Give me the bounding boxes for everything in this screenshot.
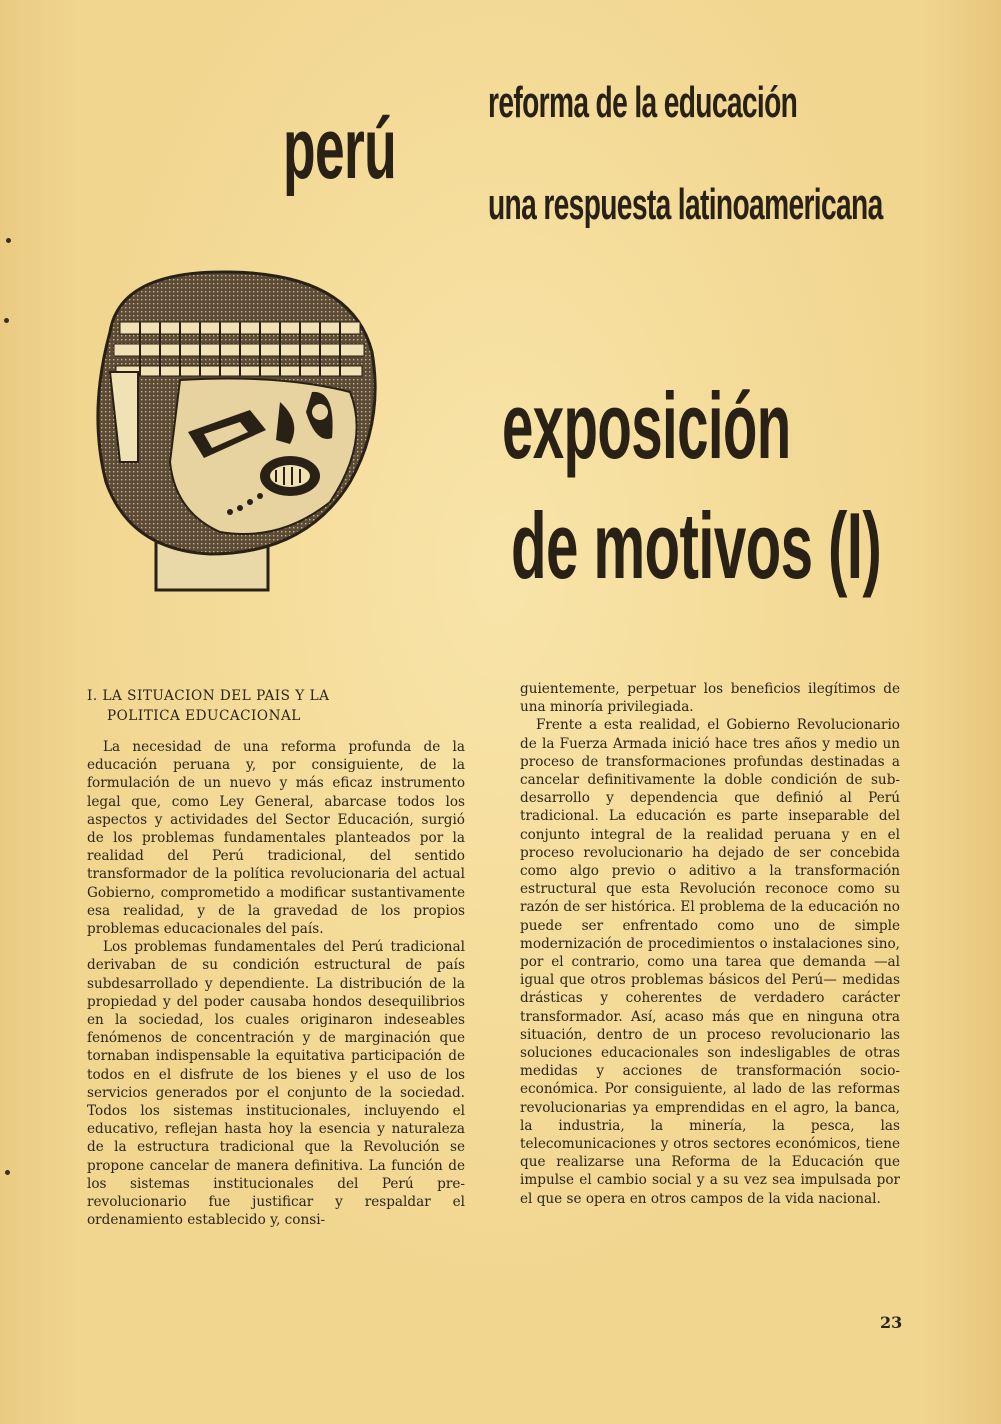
margin-mark bbox=[4, 318, 9, 323]
subtitle-line-1: reforma de la educación bbox=[488, 78, 798, 127]
section-heading bbox=[87, 686, 447, 726]
section-heading-line-2: POLITICA EDUCACIONAL bbox=[107, 708, 301, 724]
subtitle-line-2: una respuesta latinoamericana bbox=[488, 180, 883, 229]
section-heading-line-1: I. LA SITUACION DEL PAIS Y LA bbox=[87, 688, 330, 704]
page-number: 23 bbox=[880, 1313, 903, 1332]
ceramic-head-icon bbox=[80, 262, 390, 592]
article-title-line-2: de motivos (I) bbox=[511, 493, 882, 598]
ceramic-head-illustration bbox=[80, 262, 390, 592]
right-column bbox=[520, 680, 900, 1208]
paragraph-continuation: guientemente, perpetuar los beneficios ilegítimos de una minoría privilegiada. bbox=[520, 681, 900, 716]
margin-mark bbox=[5, 1170, 10, 1175]
country-title: perú bbox=[283, 101, 397, 197]
margin-mark bbox=[6, 238, 11, 243]
left-column bbox=[87, 738, 465, 1229]
article-title-line-1: exposición bbox=[502, 373, 791, 478]
paragraph: Frente a esta realidad, el Gobierno Revolucionario de la Fuerza Armada inició hace tres años y medio un proceso de transformaciones profundas destinadas a cancelar definitivamente la doble condición de sub-desarrollo y dependencia que definió al Perú tradicional. La educación es parte inseparable del conjunto integral de la realidad peruana y en el proceso revolucionario ha dejado de ser concebida como algo previo o aditivo a la transformación estructural que esta Revolución reconoce como su razón de ser histórica. El problema de la educación no puede ser enfrentado como uno de simple modernización de procedimientos o instalaciones sino, por el contrario, como una tarea que demanda —al igual que otros problemas básicos del Perú— medidas drásticas y coherentes de verdadero carácter transformador. Así, acaso más que en ninguna otra situación, dentro de un proceso revolucionario las soluciones educacionales son indesligables de otras medidas y acciones de transformación socio-económica. Por consiguiente, al lado de las reformas revolucionarias ya emprendidas en el agro, la banca, la industria, la minería, la pesca, las telecomunicaciones y otros sectores económicos, tiene que realizarse una Reforma de la Educación que impulse el cambio social y a su vez sea impulsada por el que se opera en otros campos de la vida nacional. bbox=[520, 717, 900, 1207]
paragraph: Los problemas fundamentales del Perú tradicional derivaban de su condición estructural de país subdesarrollado y dependiente. La distribución de la propiedad y del poder causaba hondos desequilibrios en la sociedad, los cuales originaron indeseables fenómenos de concentración y de marginación que tornaban indispensable la equitativa participación de todos en el disfrute de los bienes y el uso de los servicios generados por el conjunto de la sociedad. Todos los sistemas institucionales, incluyendo el educativo, reflejan hasta hoy la esencia y naturaleza de la estructura tradicional que la Revolución se propone cancelar de manera definitiva. La función de los sistemas institucionales del Perú pre-revolucionario fue justificar y respaldar el ordenamiento establecido y, consi- bbox=[87, 939, 465, 1229]
paragraph: La necesidad de una reforma profunda de la educación peruana y, por consiguiente, de la formulación de un nuevo y más eficaz instrumento legal que, como Ley General, abarcase todos los aspectos y actividades del Sector Educación, surgió de los problemas fundamentales planteados por la realidad del Perú tradicional, del sentido transformador de la política revolucionaria del actual Gobierno, comprometido a modificar sustantivamente esa realidad, y de la gravedad de los propios problemas educacionales del país. bbox=[87, 739, 465, 938]
